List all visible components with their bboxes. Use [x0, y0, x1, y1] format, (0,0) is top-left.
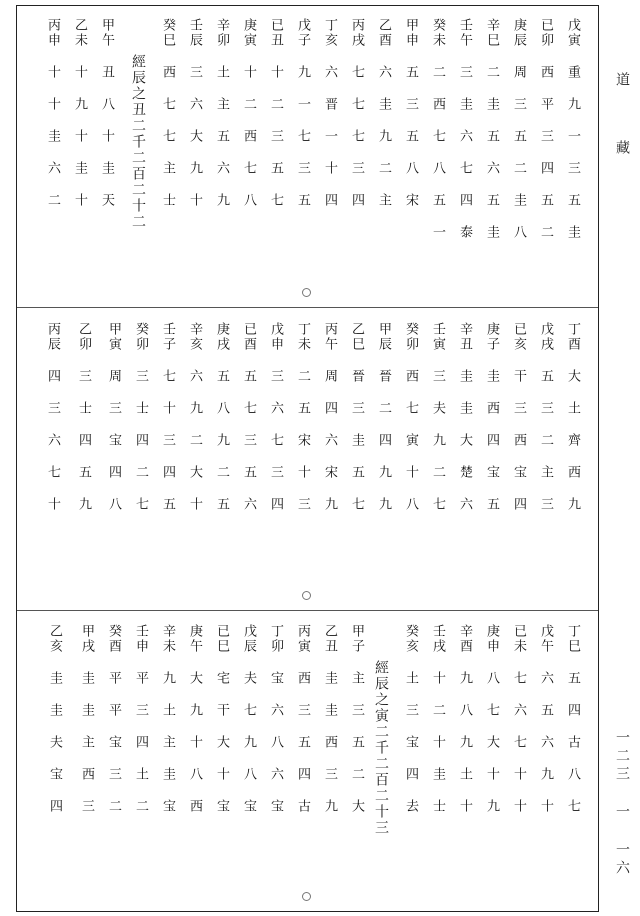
- text-column: 已亥 干 三 西 宝 四: [511, 322, 526, 512]
- text-column: 戊辰 夫 七 九 八 宝: [241, 624, 256, 814]
- text-column: 戊申 三 六 七 三 四: [268, 322, 283, 512]
- text-column: 壬寅 三 夫 九 二 七: [430, 322, 445, 512]
- text-column: 辛酉 九 八 九 土 十: [457, 624, 472, 814]
- text-column: 丙午 周 四 六 宋 九: [322, 322, 337, 512]
- text-column: 已巳 宅 干 大 十 宝: [214, 624, 229, 814]
- text-column: 壬戌 十 二 十 圭 士: [430, 624, 445, 814]
- text-column: 癸卯 三 士 四 二 七: [133, 322, 148, 512]
- text-column: 癸亥 土 三 宝 四 去: [403, 624, 418, 814]
- text-column: 癸巳 西 七 七 主 士: [160, 18, 175, 208]
- page-number: 一二三 一 一六: [614, 730, 630, 878]
- text-column: 甲戌 圭 圭 主 西 三: [79, 624, 94, 814]
- collection-label: 道: [614, 72, 630, 92]
- text-column: 辛丑 圭 圭 大 楚 六: [457, 322, 472, 512]
- text-column: 戊戌 五 三 二 主 三: [538, 322, 553, 512]
- text-column: 癸未 二 西 七 八 五 一: [430, 18, 445, 240]
- text-column: 辛未 九 土 主 圭 宝: [160, 624, 175, 814]
- text-column: 庚午 大 九 十 八 西: [187, 624, 202, 814]
- section-title: 經辰之寅二千二百二十三: [373, 660, 389, 836]
- text-column: 壬申 平 三 四 土 二: [133, 624, 148, 814]
- text-column: 戊午 六 五 六 九 十: [538, 624, 553, 814]
- text-column: 庚寅 十 二 西 七 八: [241, 18, 256, 208]
- text-column: 庚子 圭 西 四 宝 五: [484, 322, 499, 512]
- text-column: 已卯 西 平 三 四 五 二: [538, 18, 553, 240]
- text-column: 乙巳 晉 三 圭 五 七: [349, 322, 364, 512]
- page-frame: [16, 5, 599, 912]
- section-3: [17, 624, 598, 904]
- text-column: 庚戌 五 八 九 二 五: [214, 322, 229, 512]
- text-column: 辛亥 六 九 二 大 十: [187, 322, 202, 512]
- text-column: 甲寅 周 三 宝 四 八: [106, 322, 121, 512]
- collection-label-2: 藏: [614, 140, 630, 160]
- text-column: 癸酉 平 平 宝 三 二: [106, 624, 121, 814]
- text-column: 丙辰 四 三 六 七 十: [45, 322, 60, 512]
- text-column: 乙亥 圭 圭 夫 宝 四: [47, 624, 62, 814]
- text-column: 乙卯 三 士 四 五 九: [76, 322, 91, 512]
- section-1: [17, 18, 598, 298]
- text-column: 戊子 九 一 七 三 五: [295, 18, 310, 208]
- text-column: 乙酉 六 圭 九 二 主: [376, 18, 391, 208]
- text-column: 辛卯 土 主 五 六 九: [214, 18, 229, 208]
- text-column: 乙未 十 九 十 圭 十: [72, 18, 87, 208]
- text-column: 丁卯 宝 六 八 六 宝: [268, 624, 283, 814]
- text-column: 庚申 八 七 大 十 九: [484, 624, 499, 814]
- text-column: 丁巳 五 四 古 八 七: [565, 624, 580, 814]
- text-column: 甲申 五 三 五 八 宋: [403, 18, 418, 208]
- text-column: 庚辰 周 三 五 二 圭 八: [511, 18, 526, 240]
- text-column: 丙申 十 十 圭 六 二: [45, 18, 60, 208]
- text-column: 戊寅 重 九 一 三 五 圭: [565, 18, 580, 240]
- text-column: 甲子 主 三 五 二 大: [349, 624, 364, 814]
- text-column: 壬子 七 十 三 四 五: [160, 322, 175, 512]
- text-column: 癸卯 西 七 寅 十 八: [403, 322, 418, 512]
- text-column: 已酉 五 七 三 五 六: [241, 322, 256, 512]
- text-column: 丙戌 七 七 七 三 四: [349, 18, 364, 208]
- section-divider: [17, 610, 598, 611]
- section-title: 經辰之丑二千二百二十二: [130, 54, 146, 230]
- text-column: 丁亥 六 晋 一 十 四: [322, 18, 337, 208]
- text-column: 甲辰 晉 二 四 九 九: [376, 322, 391, 512]
- text-column: 壬辰 三 六 大 九 十: [187, 18, 202, 208]
- text-column: 甲午 丑 八 十 圭 天: [99, 18, 114, 208]
- text-column: 已丑 十 二 三 五 七: [268, 18, 283, 208]
- text-column: 丁未 二 五 宋 十 三: [295, 322, 310, 512]
- text-column: 丙寅 西 三 五 四 古: [295, 624, 310, 814]
- text-column: 壬午 三 圭 六 七 四 泰: [457, 18, 472, 240]
- text-column: 乙丑 圭 圭 西 三 九: [322, 624, 337, 814]
- text-column: 已未 七 六 七 十 十: [511, 624, 526, 814]
- section-2: [17, 322, 598, 602]
- section-divider: [17, 307, 598, 308]
- text-column: 辛巳 二 圭 五 六 五 圭: [484, 18, 499, 240]
- text-column: 丁酉 大 土 齊 西 九: [565, 322, 580, 512]
